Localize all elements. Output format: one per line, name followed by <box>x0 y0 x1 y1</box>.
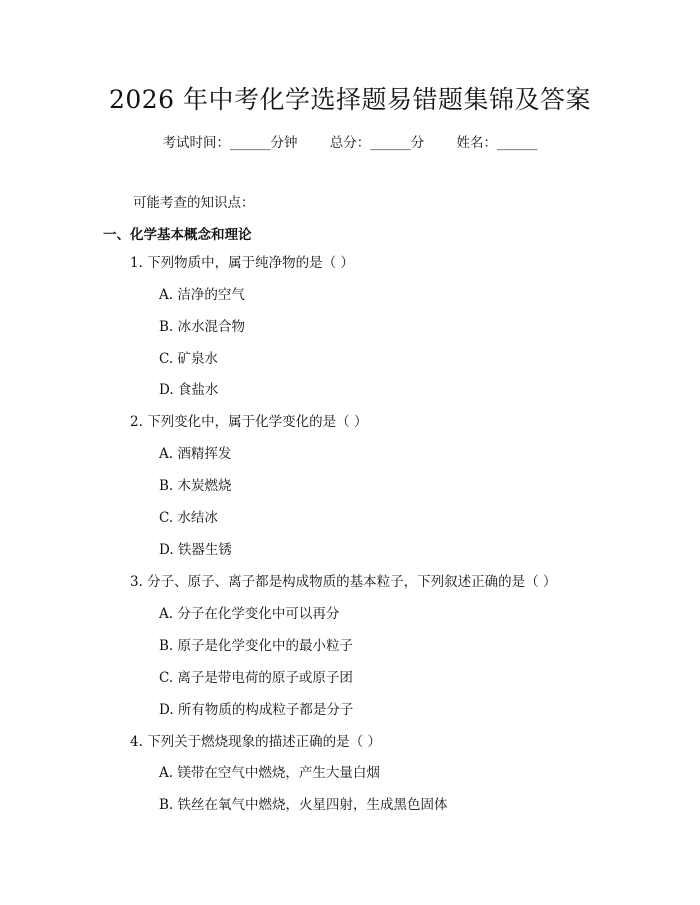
question-stem: 4. 下列关于燃烧现象的描述正确的是（ ） <box>130 734 381 750</box>
knowledge-points-intro: 可能考查的知识点： <box>133 195 255 211</box>
question-option: B. 冰水混合物 <box>159 319 246 335</box>
question-option: A. 分子在化学变化中可以再分 <box>159 606 340 622</box>
question-option: B. 原子是化学变化中的最小粒子 <box>159 638 354 654</box>
total-score-field: 总分：______分 <box>329 135 425 151</box>
document-title: 2026 年中考化学选择题易错题集锦及答案 <box>108 85 592 114</box>
question-option: D. 所有物质的构成粒子都是分子 <box>159 702 354 718</box>
question-stem: 2. 下列变化中，属于化学变化的是（ ） <box>130 414 368 430</box>
question-stem: 1. 下列物质中，属于纯净物的是（ ） <box>130 255 354 271</box>
question-option: C. 水结冰 <box>159 510 218 526</box>
question-option: D. 食盐水 <box>159 382 219 398</box>
question-option: C. 矿泉水 <box>159 351 218 367</box>
question-option: A. 酒精挥发 <box>159 446 232 462</box>
question-option: B. 木炭燃烧 <box>159 478 232 494</box>
exam-time-field: 考试时间：______分钟 <box>162 135 298 151</box>
question-option: C. 离子是带电荷的原子或原子团 <box>159 670 353 686</box>
question-option: A. 镁带在空气中燃烧，产生大量白烟 <box>159 765 380 781</box>
student-name-field: 姓名：______ <box>456 135 538 151</box>
question-option: A. 洁净的空气 <box>159 287 245 303</box>
question-stem: 3. 分子、原子、离子都是构成物质的基本粒子，下列叙述正确的是（ ） <box>130 574 557 590</box>
question-option: B. 铁丝在氧气中燃烧，火星四射，生成黑色固体 <box>159 797 448 813</box>
question-option: D. 铁器生锈 <box>159 542 232 558</box>
exam-meta-line <box>0 131 700 151</box>
section-heading: 一、化学基本概念和理论 <box>103 227 252 243</box>
